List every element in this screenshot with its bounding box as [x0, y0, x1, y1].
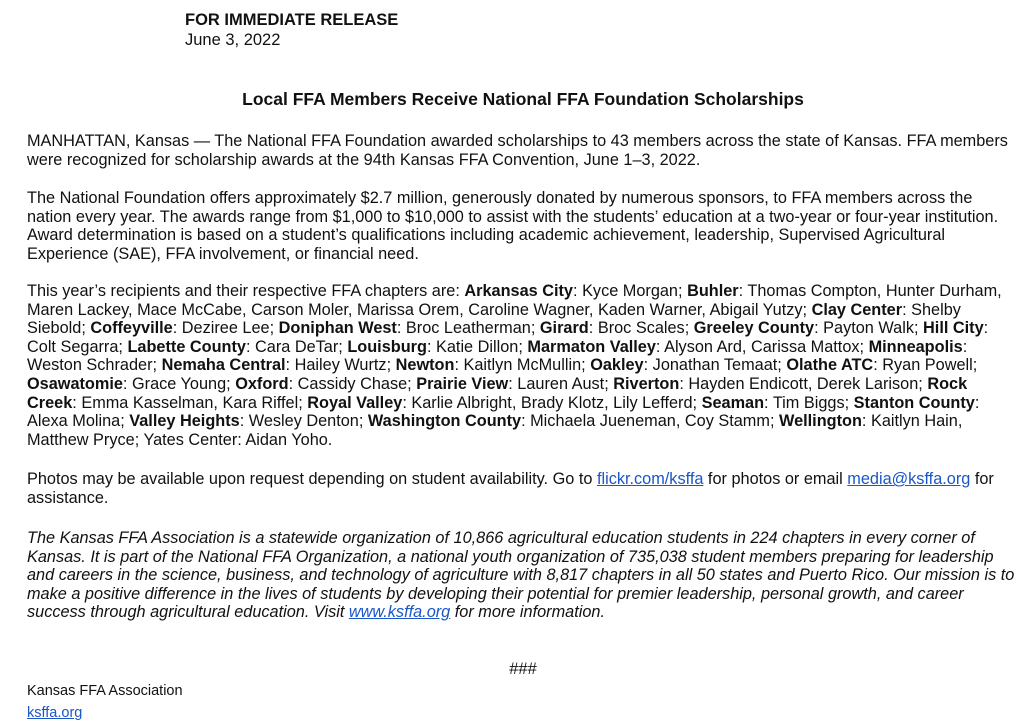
recipient-names: Emma Kasselman, Kara Riffel — [81, 393, 299, 412]
recipient-names: Cassidy Chase — [297, 374, 408, 393]
chapter-name: Louisburg — [347, 337, 427, 356]
recipient-names: Payton Walk — [823, 319, 914, 338]
chapter-name: Arkansas City — [464, 282, 573, 300]
end-mark: ### — [509, 660, 537, 678]
recipient-names: Alyson Ard, Carissa Mattox — [664, 337, 860, 356]
footer-org: Kansas FFA Association — [27, 683, 183, 699]
chapter-name: Clay Center — [811, 300, 903, 319]
photos-text-1: Photos may be available upon request depending on student availability. Go to — [27, 470, 597, 488]
recipient-names: Hayden Endicott, Derek Larison — [688, 374, 919, 393]
intro-paragraph: MANHATTAN, Kansas — The National FFA Foundation awarded scholarships to 43 members across the state of Kansas. FFA members were recognized for scholarship awards at the 94th Kansas FFA Convention, June 1–3, 2022. — [27, 132, 1008, 169]
photos-text-3: for assistance. — [27, 470, 994, 507]
chapter-name: Washington County — [367, 412, 522, 431]
chapter-name: Doniphan West — [278, 319, 397, 338]
recipient-names: Deziree Lee — [181, 319, 270, 338]
recipient-names: Lauren Aust — [517, 374, 605, 393]
foundation-paragraph: The National Foundation offers approximately $2.7 million, generously donated by numerous sponsors, to FFA members across the nation every year. The awards range from $1,000 to $10,000 to assist with the students’ education at a two-year or four-year institution. Award determination is based on a student’s qualifications including academic achievement, leadership, Supervised Agricultural Experience (SAE), FFA involvement, or financial need. — [27, 189, 999, 263]
website-link[interactable]: www.ksffa.org — [348, 603, 451, 622]
recipient-names: Wesley Denton — [248, 412, 359, 431]
chapter-name: Prairie View — [416, 374, 509, 393]
recipient-names: Broc Leatherman — [405, 319, 531, 338]
chapter-name: Royal Valley — [307, 393, 403, 412]
release-date: June 3, 2022 — [185, 31, 281, 49]
chapter-name: Coffeyville — [90, 319, 173, 338]
chapter-name: Marmaton Valley — [527, 337, 656, 356]
chapter-name: Seaman — [701, 393, 765, 412]
chapter-name: Girard — [539, 319, 589, 338]
release-header — [185, 10, 398, 50]
chapter-name: Labette County — [127, 337, 246, 356]
photos-paragraph — [27, 470, 1019, 507]
recipient-names: Karlie Albright, Brady Klotz, Lily Lefferd — [411, 393, 693, 412]
chapter-name: Buhler — [687, 282, 739, 300]
chapter-name: Olathe ATC — [786, 356, 874, 375]
recipient-names: Thomas Compton, Hunter Durham, Maren Lackey, Mace McCabe, Carson Moler, Marissa Orem, Caroline Wagner, Kaden Warner, Abigail Yutzy — [27, 282, 1002, 319]
recipient-names: Hailey Wurtz — [294, 356, 387, 375]
chapter-name: Rock Creek — [27, 374, 968, 412]
recipient-names: Cara DeTar — [255, 337, 339, 356]
recipient-names: Kaitlyn McMullin — [463, 356, 582, 375]
release-title: FOR IMMEDIATE RELEASE — [185, 11, 399, 29]
chapter-name: Valley Heights — [129, 412, 240, 431]
flickr-link[interactable]: flickr.com/ksffa — [596, 470, 704, 488]
recipient-names: Shelby Siebold — [27, 300, 961, 338]
recipient-names: Weston Schrader — [27, 356, 153, 375]
recipients-tail: ; Yates Center: Aidan Yoho. — [134, 430, 333, 449]
recipient-names: Colt Segarra — [27, 337, 119, 356]
headline: Local FFA Members Receive National FFA Foundation Scholarships — [242, 89, 804, 109]
chapter-name: Wellington — [779, 412, 862, 431]
chapter-name: Oakley — [590, 356, 644, 375]
recipient-names: Broc Scales — [597, 319, 685, 338]
about-paragraph — [27, 529, 1019, 622]
about-text: The Kansas FFA Association is a statewide organization of 10,866 agricultural education students in 224 chapters in every corner of Kansas. It is part of the National FFA Organization, a national youth organization of 735,038 student members preparing for leadership and careers in the science, business, and technology of agriculture with 8,817 chapters in all 50 states and Puerto Rico. Our mission is to make a positive difference in the lives of students by developing their potential for premier leadership, personal growth, and career success through agricultural education. Visit — [27, 529, 1015, 622]
chapter-name: Minneapolis — [868, 337, 963, 356]
recipient-list: Arkansas City: Kyce Morgan; Buhler: Thomas Compton, Hunter Durham, Maren Lackey, Mace McCabe, Carson Moler, Marissa Orem, Caroline Wagner, Kaden Warner, Abigail Yutzy; Clay Center: Shelby Siebold; Coffeyville: Deziree Lee; Doniphan West: Broc Leatherman; Girard: Broc Scales; Greeley County: Payton Walk; Hill City: Colt Segarra; Labette County: Cara DeTar; Louisburg: Katie Dillon; Marmaton Valley: Alyson Ard, Carissa Mattox; Minneapolis: Weston Schrader; Nemaha Central: Hailey Wurtz; Newton: Kaitlyn McMullin; Oakley: Jonathan Temaat; Olathe ATC: Ryan Powell; Osawatomie: Grace Young; Oxford: Cassidy Chase; Prairie View: Lauren Aust; Riverton: Hayden Endicott, Derek Larison; Rock Creek: Emma Kasselman, Kara Riffel; Royal Valley: Karlie Albright, Brady Klotz, Lily Lefferd; Seaman: Tim Biggs; Stanton County: Alexa Molina; Valley Heights: Wesley Denton; Washington County: Michaela Jueneman, Coy Stamm; Wellington: Kaitlyn Hain, Matthew Pryce — [27, 282, 1002, 449]
chapter-name: Hill City — [923, 319, 984, 338]
recipient-names: Jonathan Temaat — [652, 356, 778, 375]
recipient-names: Katie Dillon — [436, 337, 519, 356]
chapter-name: Stanton County — [853, 393, 975, 412]
chapter-name: Nemaha Central — [161, 356, 286, 375]
chapter-name: Newton — [395, 356, 455, 375]
chapter-name: Greeley County — [693, 319, 815, 338]
recipient-names: Ryan Powell — [882, 356, 973, 375]
recipient-names: Alexa Molina — [27, 412, 121, 431]
recipient-names: Grace Young — [131, 374, 227, 393]
recipient-names: Kaitlyn Hain, Matthew Pryce — [27, 412, 963, 449]
chapter-name: Osawatomie — [27, 374, 123, 393]
recipients-paragraph — [27, 282, 1019, 449]
email-link[interactable]: media@ksffa.org — [847, 470, 971, 488]
recipient-names: Michaela Jueneman, Coy Stamm — [530, 412, 770, 431]
footer — [27, 680, 183, 724]
chapter-name: Riverton — [613, 374, 680, 393]
recipient-names: Kyce Morgan — [582, 282, 678, 300]
chapter-name: Oxford — [235, 374, 289, 393]
footer-link[interactable]: ksffa.org — [27, 705, 83, 721]
photos-text-2: for photos or email — [703, 470, 848, 488]
recipients-lead: This year’s recipients and their respective FFA chapters are: — [27, 282, 465, 300]
about-suffix: for more information. — [450, 603, 605, 622]
recipient-names: Tim Biggs — [772, 393, 845, 412]
